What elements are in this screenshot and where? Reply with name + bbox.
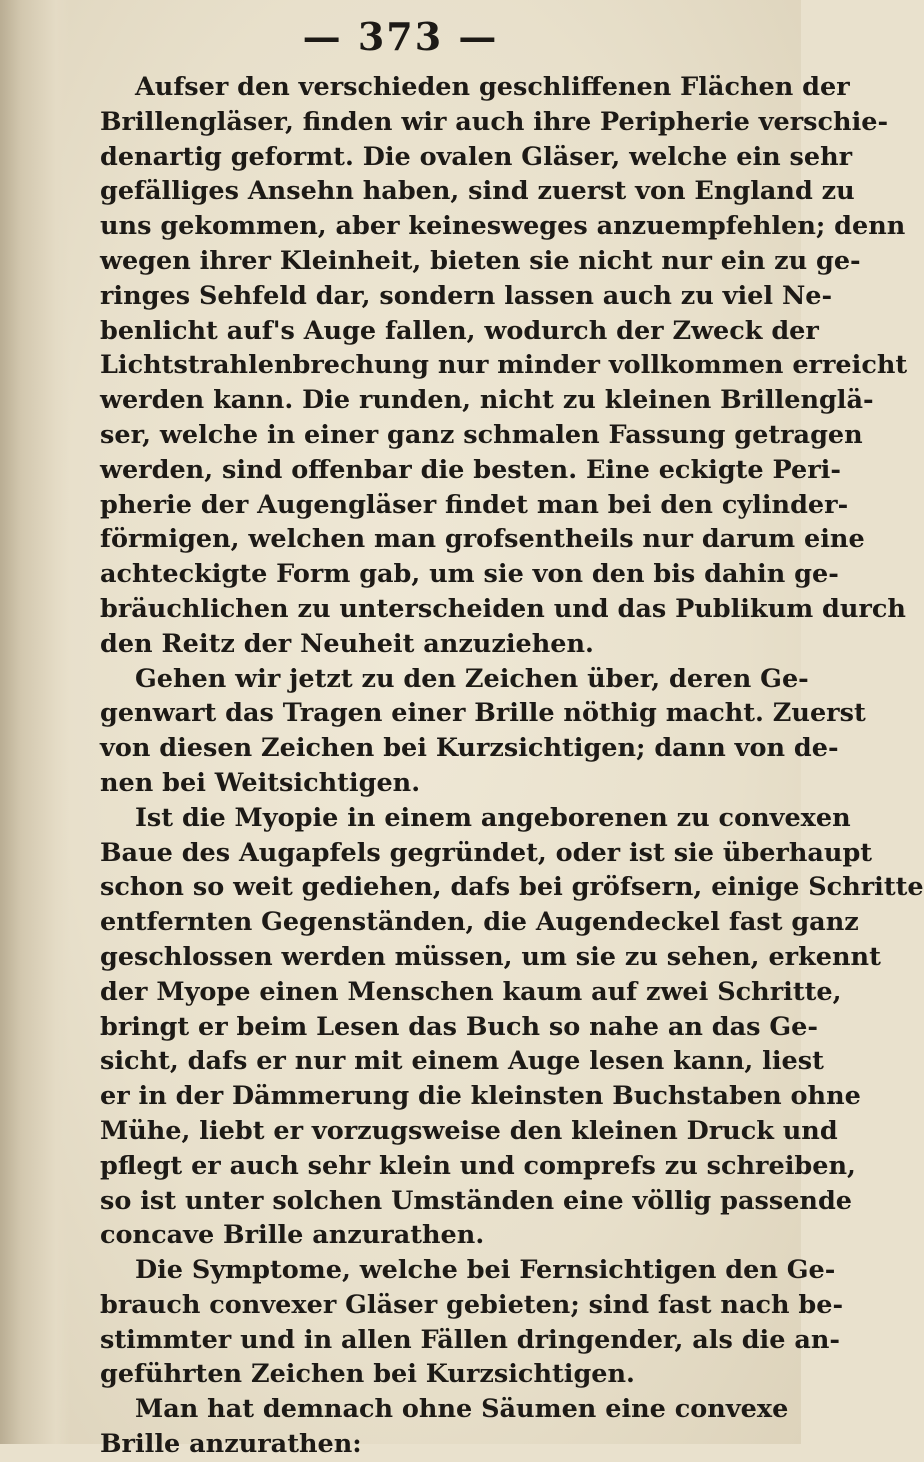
text-line: entfernten Gegenständen, die Augendeckel fast ganz [100,907,859,938]
text-line: nen bei Weitsichtigen. [100,767,421,798]
text-line: so ist unter solchen Umständen eine völlig passende [100,1185,853,1216]
text-line: genwart das Tragen einer Brille nöthig macht. Zuerst [100,698,866,729]
text-line: denartig geformt. Die ovalen Gläser, welche ein sehr [100,141,853,172]
text-line: Gehen wir jetzt zu den Zeichen über, deren Ge- [135,663,809,694]
text-line: förmigen, welchen man grofsentheils nur darum eine [100,524,865,555]
text-line: werden, sind offenbar die besten. Eine eckigte Peri- [100,454,841,485]
text-line: wegen ihrer Kleinheit, bieten sie nicht nur ein zu ge- [100,245,861,276]
text-line: Man hat demnach ohne Säumen eine convexe [135,1394,789,1425]
text-line: benlicht auf's Auge fallen, wodurch der Zweck der [100,315,819,346]
text-line: Mühe, liebt er vorzugsweise den kleinen Druck und [100,1115,838,1146]
text-line: concave Brille anzurathen. [100,1220,485,1251]
text-line: achteckigte Form gab, um sie von den bis dahin ge- [100,559,839,590]
text-line: schon so weit gediehen, dafs bei gröfsern, einige Schritte [100,872,924,903]
text-line: Brille anzurathen: [100,1429,362,1460]
text-body [100,70,924,1462]
text-line: bringt er beim Lesen das Buch so nahe an das Ge- [100,1011,818,1042]
text-line: ringes Sehfeld dar, sondern lassen auch zu viel Ne- [100,280,833,311]
text-line: geführten Zeichen bei Kurzsichtigen. [100,1359,635,1390]
page-gutter [0,0,70,1444]
text-line: werden kann. Die runden, nicht zu kleinen Brillenglä- [100,385,874,416]
text-line: stimmter und in allen Fällen dringender, als die an- [100,1324,840,1355]
text-line: Die Symptome, welche bei Fernsichtigen den Ge- [135,1255,836,1286]
text-line: Lichtstrahlenbrechung nur minder vollkommen erreicht [100,350,908,381]
text-line: Ist die Myopie in einem angeborenen zu convexen [135,802,851,833]
text-line: Brillengläser, finden wir auch ihre Peripherie verschie- [100,106,889,137]
text-line: Aufser den verschieden geschliffenen Flächen der [135,72,850,102]
text-line: sicht, dafs er nur mit einem Auge lesen kann, liest [100,1046,824,1077]
text-line: der Myope einen Menschen kaum auf zwei Schritte, [100,976,842,1007]
text-line: pherie der Augengläser findet man bei den cylinder- [100,489,849,520]
text-line: er in der Dämmerung die kleinsten Buchstaben ohne [100,1081,861,1112]
text-line: den Reitz der Neuheit anzuziehen. [100,628,594,659]
text-line: uns gekommen, aber keinesweges anzuempfehlen; denn [100,211,906,242]
text-line: geschlossen werden müssen, um sie zu sehen, erkennt [100,941,881,972]
text-line: brauch convexer Gläser gebieten; sind fast nach be- [100,1289,844,1320]
text-line: Baue des Augapfels gegründet, oder ist sie überhaupt [100,837,873,868]
text-line: von diesen Zeichen bei Kurzsichtigen; dann von de- [100,733,839,764]
text-line: ser, welche in einer ganz schmalen Fassung getragen [100,419,863,450]
page-number: — 373 — [302,14,499,59]
text-line: gefälliges Ansehn haben, sind zuerst von England zu [100,176,855,207]
text-line: bräuchlichen zu unterscheiden und das Publikum durch [100,593,906,624]
text-line: pflegt er auch sehr klein und comprefs zu schreiben, [100,1150,856,1181]
